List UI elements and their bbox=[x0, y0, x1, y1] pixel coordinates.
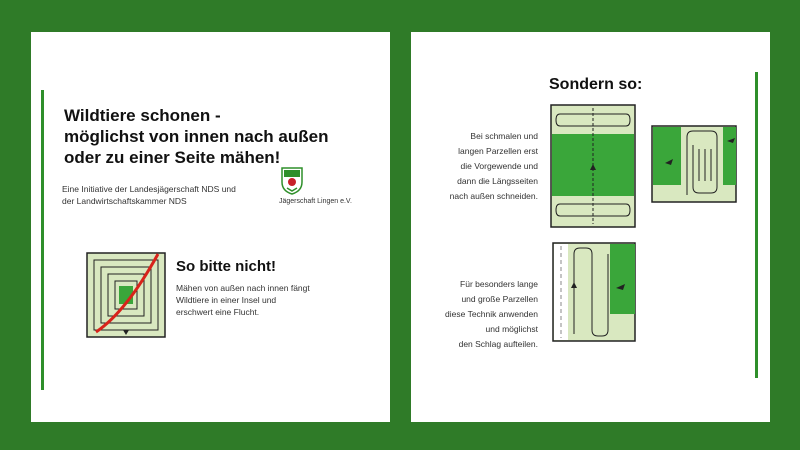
jaegerschaft-logo bbox=[279, 167, 381, 205]
bad-mowing-diagram bbox=[86, 252, 166, 343]
desc-line: den Schlag aufteilen. bbox=[458, 339, 538, 349]
desc-line: langen Parzellen erst bbox=[458, 146, 538, 156]
accent-bar bbox=[41, 90, 44, 390]
initiative-line: Eine Initiative der Landesjägerschaft NDS und bbox=[62, 184, 236, 194]
narrow-parcel-description bbox=[450, 129, 538, 204]
bad-text-line: Mähen von außen nach innen fängt bbox=[176, 283, 310, 293]
initiative-line: der Landwirtschaftskammer NDS bbox=[62, 196, 187, 206]
desc-line: Für besonders lange bbox=[460, 279, 538, 289]
headline-line: Wildtiere schonen - bbox=[64, 106, 221, 125]
desc-line: und große Parzellen bbox=[461, 294, 538, 304]
desc-line: Bei schmalen und bbox=[470, 131, 538, 141]
desc-line: und möglichst bbox=[485, 324, 538, 334]
initiative-text bbox=[62, 183, 236, 207]
side-mowing-diagram bbox=[651, 125, 737, 208]
large-parcel-description bbox=[445, 277, 538, 352]
desc-line: dann die Längsseiten bbox=[457, 176, 538, 186]
right-title: Sondern so: bbox=[549, 76, 643, 93]
desc-line: diese Technik anwenden bbox=[445, 309, 538, 319]
logo-text: Jägerschaft Lingen e.V. bbox=[279, 198, 352, 205]
headline-line: möglichst von innen nach außen bbox=[64, 127, 329, 146]
headline bbox=[64, 105, 364, 168]
left-panel bbox=[31, 32, 390, 422]
bad-text-line: erschwert eine Flucht. bbox=[176, 307, 260, 317]
bad-description bbox=[176, 282, 310, 318]
bad-title: So bitte nicht! bbox=[176, 258, 276, 275]
desc-line: die Vorgewende und bbox=[460, 161, 538, 171]
desc-line: nach außen schneiden. bbox=[449, 191, 538, 201]
accent-bar bbox=[755, 72, 758, 378]
headline-line: oder zu einer Seite mähen! bbox=[64, 148, 281, 167]
bad-text-line: Wildtiere in einer Insel und bbox=[176, 295, 277, 305]
crest-icon bbox=[281, 167, 303, 195]
strip-mowing-diagram bbox=[552, 242, 636, 347]
headland-mowing-diagram bbox=[550, 104, 636, 233]
right-panel bbox=[411, 32, 770, 422]
